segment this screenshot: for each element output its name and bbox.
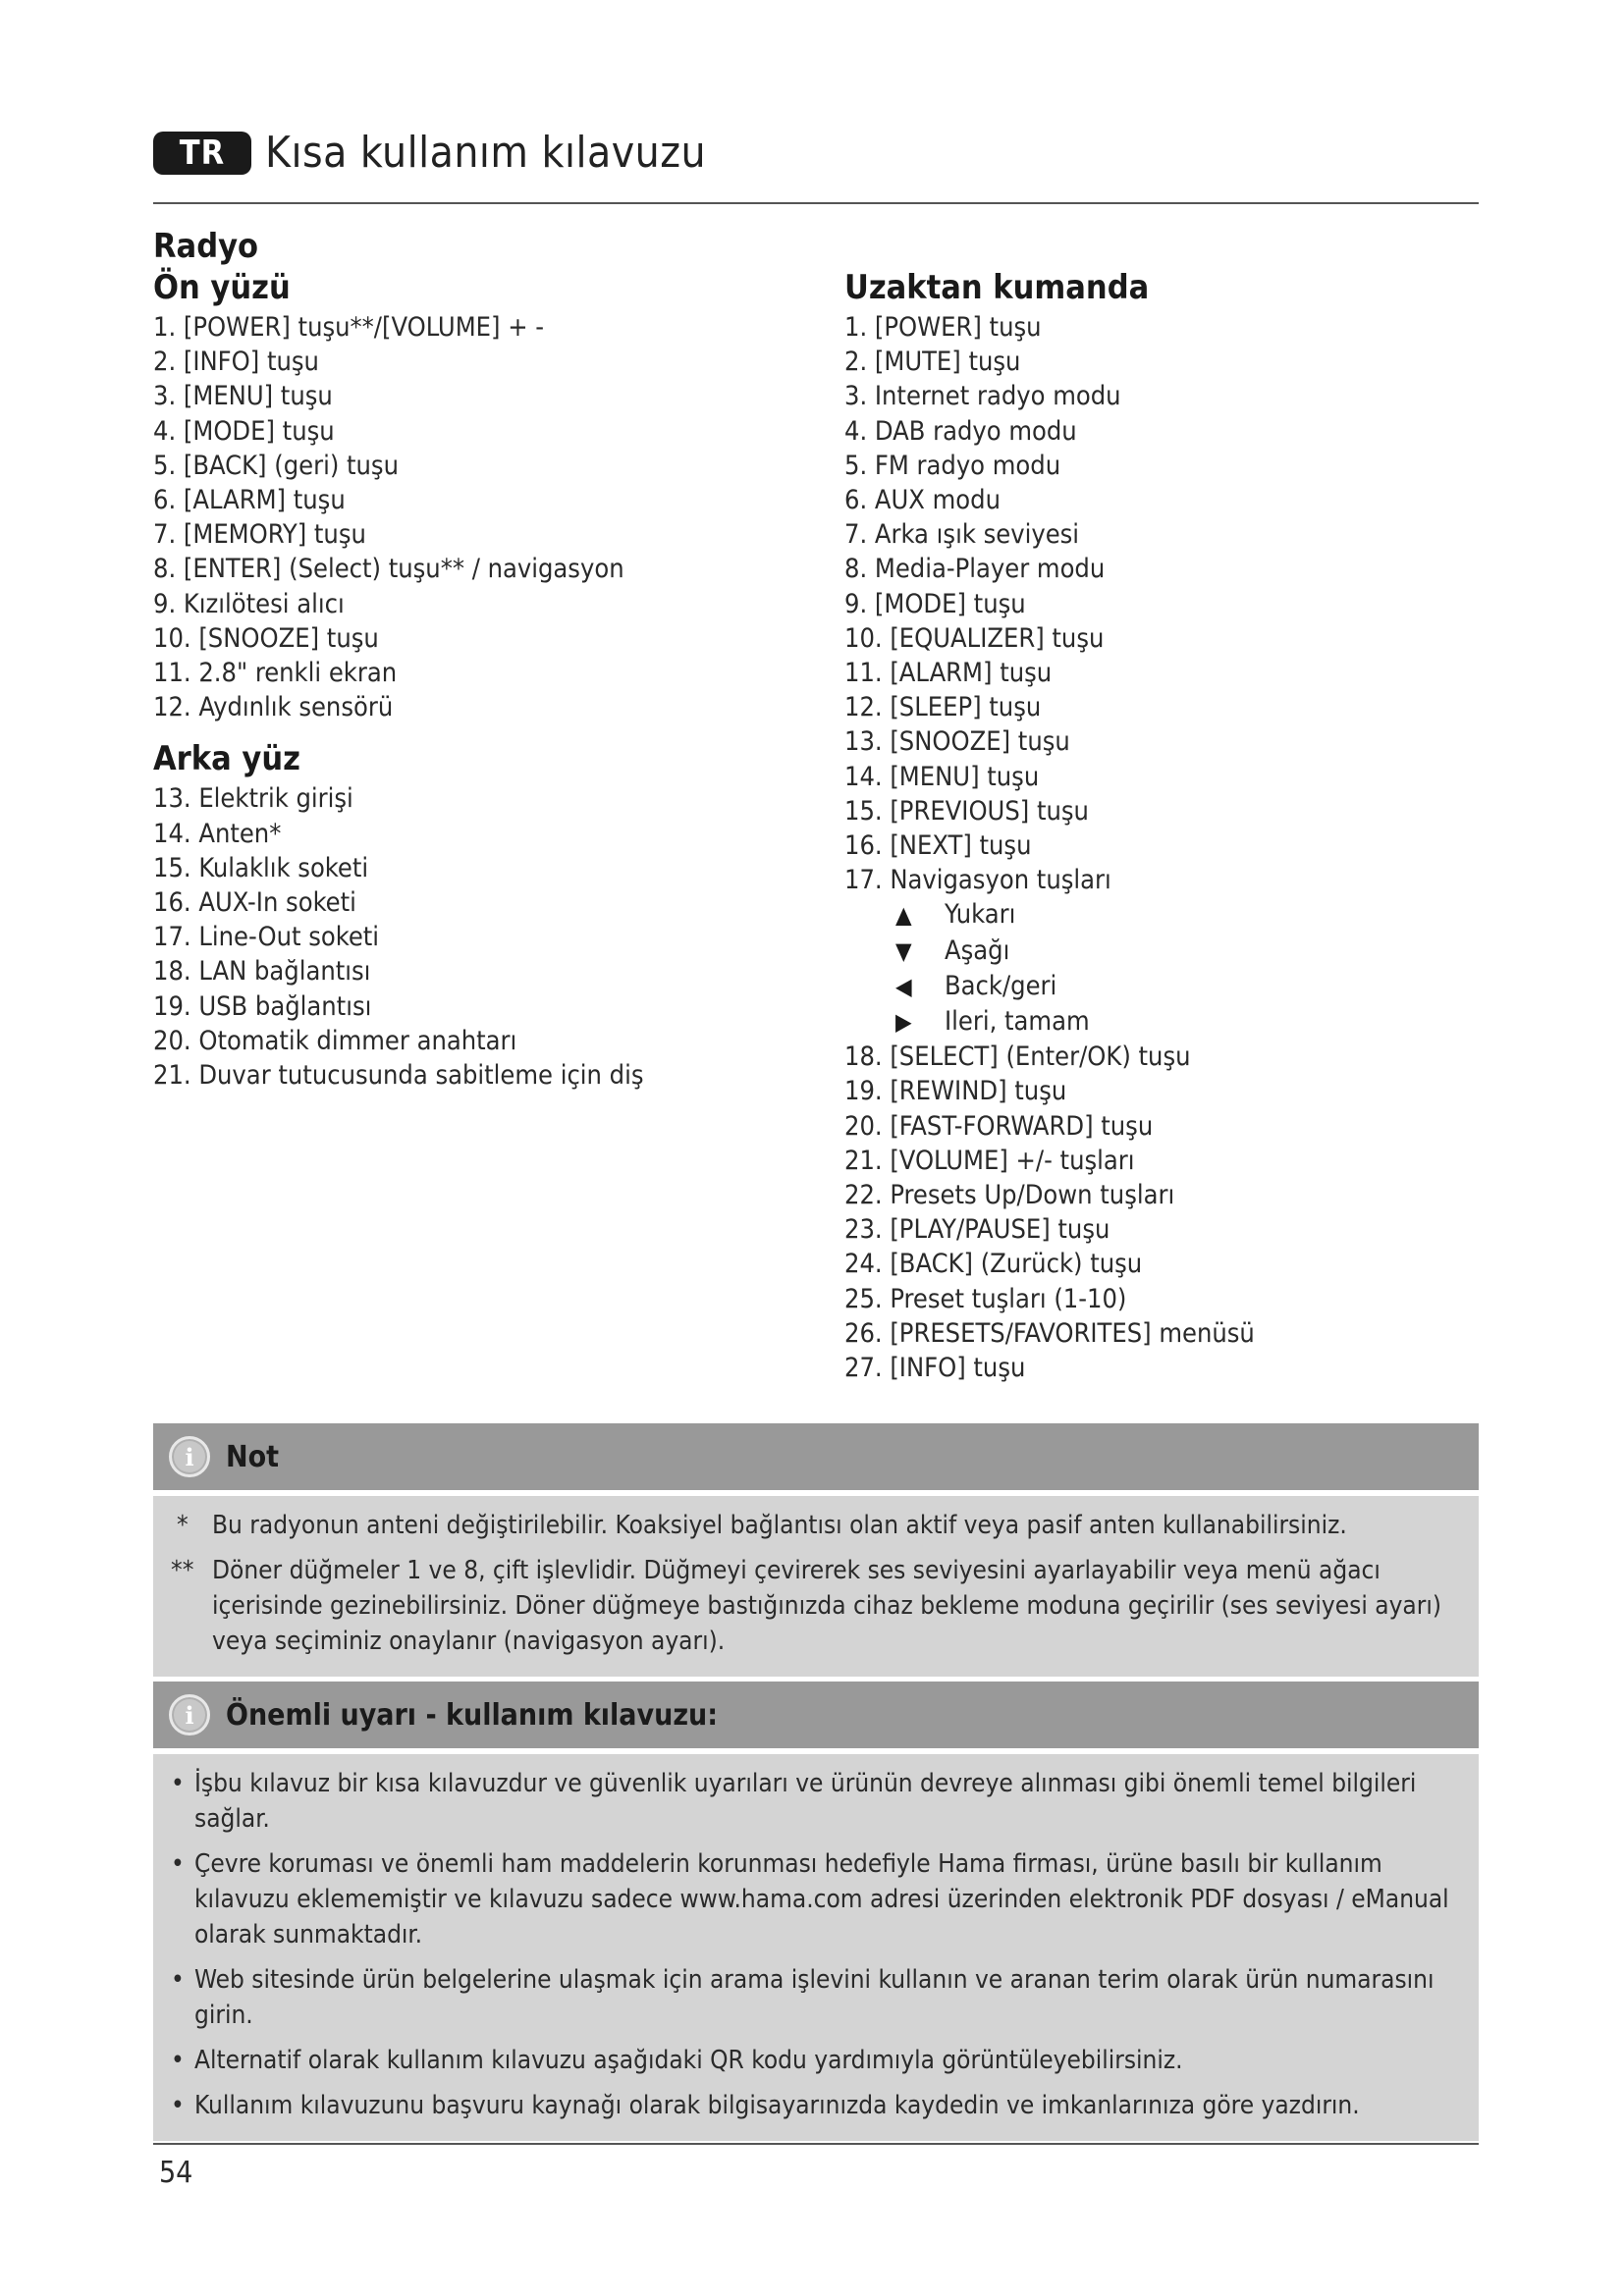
remote-list-b bbox=[844, 1040, 1492, 1385]
front-title: Ön yüzü bbox=[153, 268, 291, 307]
list-item: 13. [SNOOZE] tuşu bbox=[844, 726, 1070, 758]
list-item: 2. [INFO] tuşu bbox=[153, 347, 319, 378]
list-item: 16. AUX-In soketi bbox=[153, 887, 356, 919]
list-item: 21. Duvar tutucusunda sabitleme için diş bbox=[153, 1060, 644, 1092]
nav-item-down: ▼ Aşağı bbox=[895, 934, 1492, 969]
list-item: 9. [MODE] tuşu bbox=[844, 588, 1026, 619]
back-title: Arka yüz bbox=[153, 739, 300, 779]
left-column bbox=[153, 226, 821, 1093]
bullet-item: • Alternatif olarak kullanım kılavuzu aşağıdaki QR kodu yardımıyla görüntüleyebilirsiniz. bbox=[171, 2043, 1455, 2078]
list-item: 14. Anten* bbox=[153, 818, 282, 849]
list-item: 21. [VOLUME] +/- tuşları bbox=[844, 1145, 1135, 1176]
footnote-mark: * bbox=[177, 1511, 189, 1540]
list-item: 27. [INFO] tuşu bbox=[844, 1353, 1026, 1384]
right-column bbox=[844, 267, 1492, 1385]
top-divider bbox=[153, 202, 1479, 204]
remote-list-a bbox=[844, 310, 1492, 897]
nav-item-forward: ▶ Ileri, tamam bbox=[895, 1004, 1492, 1040]
list-item: 11. 2.8" renkli ekran bbox=[153, 658, 398, 689]
nav-item-up: ▲ Yukarı bbox=[895, 897, 1492, 933]
list-item: 19. [REWIND] tuşu bbox=[844, 1076, 1067, 1107]
nav-item-back: ◀ Back/geri bbox=[895, 969, 1492, 1004]
bullet-item: • Web sitesinde ürün belgelerine ulaşmak için arama işlevini kullanın ve aranan terim olarak ürün numarasını girin. bbox=[171, 1962, 1455, 2033]
footnote-2 bbox=[171, 1553, 1455, 1659]
list-item: 4. [MODE] tuşu bbox=[153, 415, 335, 447]
note-box bbox=[153, 1423, 1479, 1677]
list-item: 23. [PLAY/PAUSE] tuşu bbox=[844, 1214, 1110, 1246]
list-item: 22. Presets Up/Down tuşları bbox=[844, 1180, 1175, 1211]
list-item: 9. Kızılötesi alıcı bbox=[153, 588, 345, 619]
list-item: 17. Navigasyon tuşları bbox=[844, 865, 1111, 896]
list-item: 12. [SLEEP] tuşu bbox=[844, 692, 1042, 723]
list-item: 3. [MENU] tuşu bbox=[153, 381, 333, 412]
list-item: 11. [ALARM] tuşu bbox=[844, 658, 1053, 689]
list-item: 20. [FAST-FORWARD] tuşu bbox=[844, 1110, 1154, 1142]
bullet-item: • İşbu kılavuz bir kısa kılavuzdur ve güvenlik uyarıları ve ürünün devreye alınması gibi önemli temel bilgileri sağlar. bbox=[171, 1766, 1455, 1837]
list-item: 25. Preset tuşları (1-10) bbox=[844, 1283, 1127, 1314]
list-item: 6. AUX modu bbox=[844, 485, 1001, 516]
info-icon: i bbox=[169, 1694, 210, 1735]
page-number: 54 bbox=[159, 2156, 193, 2190]
list-item: 26. [PRESETS/FAVORITES] menüsü bbox=[844, 1317, 1255, 1349]
list-item: 16. [NEXT] tuşu bbox=[844, 830, 1032, 862]
arrow-down-icon: ▼ bbox=[895, 936, 912, 965]
list-item: 15. [PREVIOUS] tuşu bbox=[844, 795, 1089, 827]
footnote-mark: ** bbox=[171, 1556, 194, 1585]
list-item: 10. [EQUALIZER] tuşu bbox=[844, 622, 1105, 654]
nav-keys-list bbox=[844, 897, 1492, 1040]
list-item: 20. Otomatik dimmer anahtarı bbox=[153, 1025, 517, 1056]
bullet-item: • Çevre koruması ve önemli ham maddelerin korunması hedefiyle Hama firması, ürüne basılı bir kullanım kılavuzu eklememiştir ve kılavuzu sadece www.hama.com adresi üzerinden elektronik PDF dosyası / eManual olarak sunmaktadır. bbox=[171, 1846, 1455, 1952]
bottom-divider bbox=[153, 2143, 1479, 2145]
warning-body bbox=[153, 1754, 1479, 2141]
list-item: 13. Elektrik girişi bbox=[153, 783, 353, 815]
list-item: 15. Kulaklık soketi bbox=[153, 852, 369, 883]
list-item: 12. Aydınlık sensörü bbox=[153, 692, 394, 723]
list-item: 10. [SNOOZE] tuşu bbox=[153, 622, 379, 654]
info-icon: i bbox=[169, 1436, 210, 1477]
list-item: 5. [BACK] (geri) tuşu bbox=[153, 450, 399, 481]
footnote-1 bbox=[171, 1508, 1455, 1543]
arrow-up-icon: ▲ bbox=[895, 901, 912, 930]
list-item: 18. [SELECT] (Enter/OK) tuşu bbox=[844, 1041, 1191, 1073]
list-item: 2. [MUTE] tuşu bbox=[844, 347, 1021, 378]
bullet-item: • Kullanım kılavuzunu başvuru kaynağı olarak bilgisayarınızda kaydedin ve imkanlarınıza göre yazdırın. bbox=[171, 2088, 1455, 2123]
list-item: 17. Line-Out soketi bbox=[153, 922, 380, 953]
back-list bbox=[153, 781, 821, 1093]
warning-title: Önemli uyarı - kullanım kılavuzu: bbox=[226, 1697, 719, 1733]
arrow-right-icon: ▶ bbox=[895, 1008, 912, 1037]
list-item: 24. [BACK] (Zurück) tuşu bbox=[844, 1249, 1143, 1280]
page-title: Kısa kullanım kılavuzu bbox=[265, 128, 707, 178]
list-item: 6. [ALARM] tuşu bbox=[153, 485, 346, 516]
list-item: 8. Media-Player modu bbox=[844, 554, 1106, 585]
page-header bbox=[153, 128, 706, 178]
note-body bbox=[153, 1496, 1479, 1677]
list-item: 3. Internet radyo modu bbox=[844, 381, 1121, 412]
footnote-text: Bu radyonun anteni değiştirilebilir. Koaksiyel bağlantısı olan aktif veya pasif anten kullanabilirsiniz. bbox=[212, 1511, 1347, 1540]
list-item: 18. LAN bağlantısı bbox=[153, 956, 371, 988]
list-item: 1. [POWER] tuşu bbox=[844, 312, 1042, 343]
warning-box bbox=[153, 1682, 1479, 2141]
list-item: 1. [POWER] tuşu**/[VOLUME] + - bbox=[153, 312, 545, 343]
list-item: 19. USB bağlantısı bbox=[153, 990, 372, 1022]
note-header bbox=[153, 1423, 1479, 1490]
remote-title: Uzaktan kumanda bbox=[844, 268, 1150, 307]
list-item: 4. DAB radyo modu bbox=[844, 415, 1077, 447]
note-title: Not bbox=[226, 1439, 280, 1474]
list-item: 7. [MEMORY] tuşu bbox=[153, 519, 366, 551]
front-list bbox=[153, 310, 821, 724]
list-item: 14. [MENU] tuşu bbox=[844, 761, 1040, 792]
list-item: 7. Arka ışık seviyesi bbox=[844, 519, 1080, 551]
arrow-left-icon: ◀ bbox=[895, 972, 912, 1000]
section-title-radio: Radyo bbox=[153, 227, 259, 266]
list-item: 5. FM radyo modu bbox=[844, 450, 1061, 481]
language-badge: TR bbox=[153, 132, 251, 175]
list-item: 8. [ENTER] (Select) tuşu** / navigasyon bbox=[153, 554, 624, 585]
footnote-text: Döner düğmeler 1 ve 8, çift işlevlidir. Düğmeyi çevirerek ses seviyesini ayarlayabilir veya menü ağacı içerisinde gezinebilirsiniz. Döner düğmeye bastığınızda cihaz bekleme moduna geçirilir (ses seviyesi ayarı) veya seçiminiz onaylanır (navigasyon ayarı). bbox=[212, 1556, 1441, 1656]
warning-header bbox=[153, 1682, 1479, 1748]
